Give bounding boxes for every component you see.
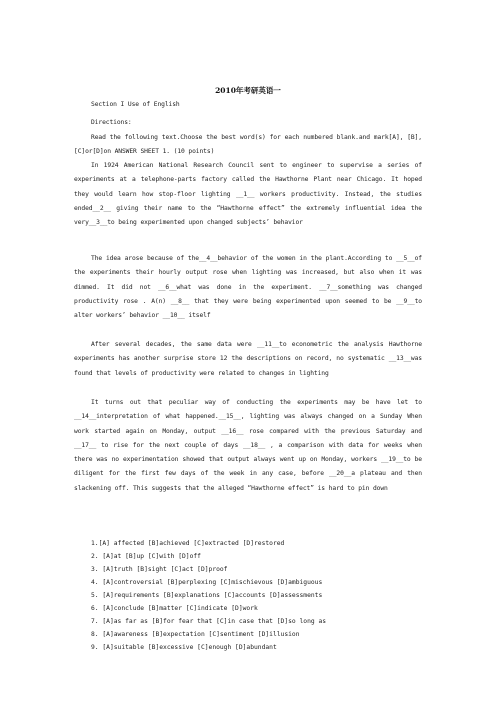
option-line: 2. [A]at [B]up [C]with [D]off [91, 553, 201, 560]
option-line: 4. [A]controversial [B]perplexing [C]mischievous [D]ambiguous [91, 579, 323, 586]
paragraph-2: The idea arose because of the__4__behavior of the women in the plant.According to __5__of the experiments their hourly output rose when lighting was increased, but also when it was dimmed. It did not __6__what was done in the experiment. __7__something was changed productivity rose . A(n) __8__ that they were being experimented upon seemed to be __9__to alter workers’ behavior __10__ itself [74, 255, 422, 320]
document-title: 2010年考研英语一 [215, 86, 281, 95]
option-line: 8. [A]awareness [B]expectation [C]sentiment [D]illusion [91, 631, 300, 638]
option-line: 9. [A]suitable [B]excessive [C]enough [D]abundant [91, 644, 277, 651]
option-line: 3. [A]truth [B]sight [C]act [D]proof [91, 566, 228, 573]
option-line: 7. [A]as far as [B]for fear that [C]in case that [D]so long as [91, 618, 327, 625]
section-heading: Section I Use of English [91, 101, 180, 108]
paragraph-3: After several decades, the same data were __11__to econometric the analysis Hawthorne experiments has another surprise store 12 the descriptions on record, no systematic __13__was found that levels of productivity were related to changes in lighting [74, 341, 422, 377]
option-line: 5. [A]requirements [B]explanations [C]accounts [D]assessments [91, 592, 323, 599]
options-list [91, 537, 421, 654]
option-line: 1.[A] affected [B]achieved [C]extracted [D]restored [91, 540, 285, 547]
paragraph-1: In 1924 American National Research Council sent to engineer to supervise a series of experiments at a telephone-parts factory called the Hawthorne Plant near Chicago. It hoped they would learn how stop-floor lighting __1__ workers productivity. Instead, the studies ended__2__ giving their name to the “Hawthorne effect” the extremely influential idea the very__3__to being experimented upon changed subjects’ behavior [74, 162, 422, 227]
directions-text: Read the following text.Choose the best word(s) for each numbered blank.and mark[A], [B], [C]or[D]on ANSWER SHEET 1. (10 points) [74, 134, 422, 156]
paragraph-4: It turns out that peculiar way of conducting the experiments may be have let to __14__interpretation of what happened.__15__, lighting was always changed on a Sunday When work started again on Monday, output __16__ rose compared with the previous Saturday and __17__ to rise for the next couple of days __18__ , a comparison with data for weeks when there was no experimentation showed that output always went up on Monday, workers __19__to be diligent for the first few days of the week in any case, before __20__a plateau and then slackening off. This suggests that the alleged “Hawthorne effect” is hard to pin down [74, 399, 422, 492]
directions-label: Directions: [91, 119, 132, 126]
option-line: 6. [A]conclude [B]matter [C]indicate [D]work [91, 605, 258, 612]
